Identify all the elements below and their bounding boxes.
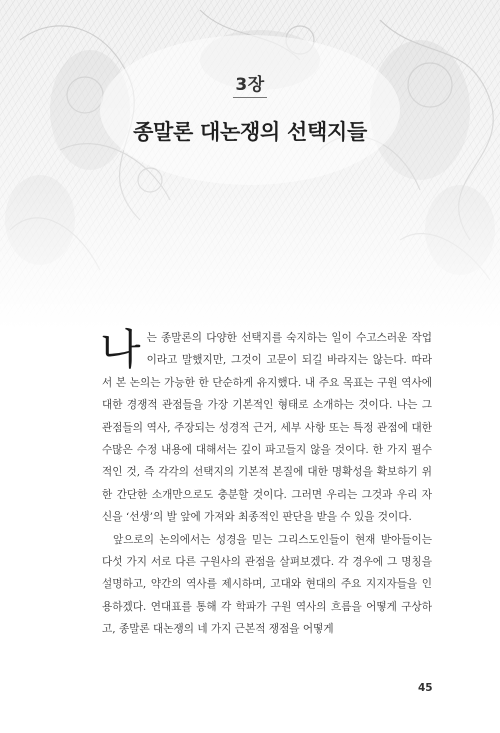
paragraph-2: 앞으로의 논의에서는 성경을 믿는 그리스도인들이 현재 받아들이는 다섯 가지 서로 다른 구원사의 관점을 살펴보겠다. 각 경우에 그 명칭을 설명하고, 약간의 역사를 제시하며, 고대와 현대의 주요 지지자들을 인용하겠다. 연대표를 통해 각 학파가 구원 역사의 흐름을 어떻게 구상하고, 종말론 대논쟁의 네 가지 근본적 쟁점을 어떻게 bbox=[102, 533, 432, 636]
paragraph-1 bbox=[102, 327, 432, 529]
paragraph-1-text: 는 종말론의 다양한 선택지를 숙지하는 일이 수고스러운 작업이라고 말했지만, 그것이 고문이 되길 바라지는 않는다. 따라서 본 논의는 가능한 한 단순하게 유지했다. 내 주요 목표는 구원 역사에 대한 경쟁적 관점들을 가장 기본적인 형태로 소개하는 것이다. 나는 그 관점들의 역사, 주장되는 성경적 근거, 세부 사항 또는 특정 관점에 대한 수많은 수정 내용에 대해서는 깊이 파고들지 않을 것이다. 한 가지 필수적인 것, 즉 각각의 선택지의 기본적 본질에 대한 명확성을 확보하기 위한 간단한 소개만으로도 충분할 것이다. 그러면 우리는 그것과 우리 자신을 ‘선생’의 발 앞에 가져와 최종적인 판단을 받을 수 있을 것이다. bbox=[102, 332, 432, 524]
page-number: 45 bbox=[418, 682, 433, 694]
chapter-title: 종말론 대논쟁의 선택지들 bbox=[133, 120, 367, 144]
chapter-divider bbox=[233, 97, 267, 98]
body-text bbox=[102, 327, 432, 641]
drop-cap: 나 bbox=[100, 325, 141, 374]
header-engraving-background bbox=[0, 0, 500, 330]
chapter-label: 3장 bbox=[235, 75, 265, 95]
